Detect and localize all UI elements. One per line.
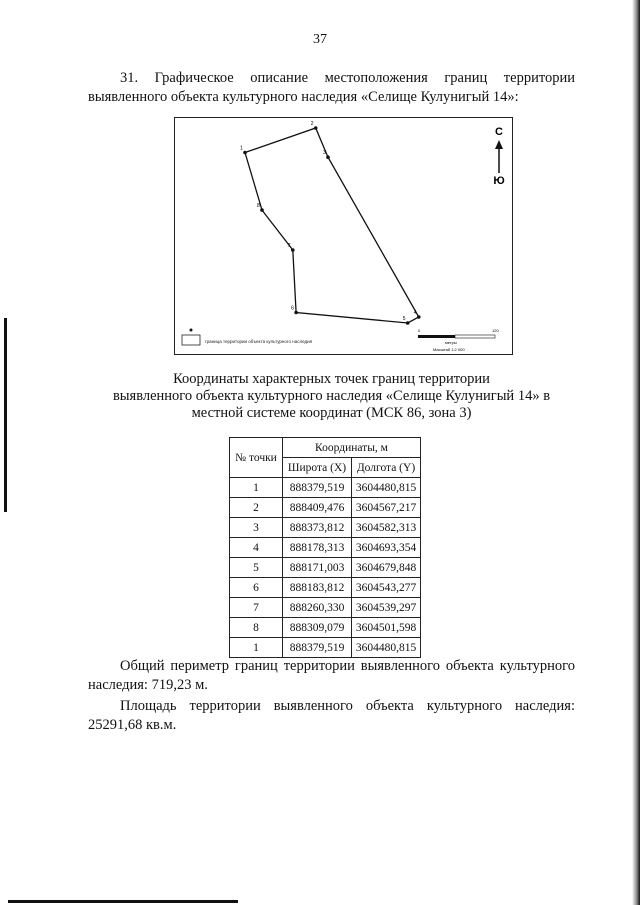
table-row <box>230 518 421 538</box>
north-label: С <box>495 126 503 138</box>
table-row <box>230 538 421 558</box>
map-legend <box>182 329 313 346</box>
legend-swatch <box>182 335 200 345</box>
perimeter-text: Общий периметр границ территории выявленного объекта культурного наследия: 719,23 м. <box>88 658 575 693</box>
header-point-number: № точки <box>230 438 283 478</box>
map-drawing <box>175 118 512 354</box>
boundary-point-label: 6 <box>291 305 294 312</box>
boundary-point <box>326 155 330 159</box>
boundary-point <box>417 315 421 319</box>
cell-latitude: 888183,812 <box>283 578 352 598</box>
table-row <box>230 478 421 498</box>
area-text: Площадь территории выявленного объекта культурного наследия: 25291,68 кв.м. <box>88 698 575 733</box>
cell-longitude: 3604567,217 <box>352 498 421 518</box>
table-row <box>230 558 421 578</box>
scale-seg-light <box>455 335 495 338</box>
scan-edge-left <box>4 318 7 512</box>
header-latitude: Широта (X) <box>283 458 352 478</box>
table-row <box>230 638 421 658</box>
cell-latitude: 888379,519 <box>283 478 352 498</box>
cell-point-number: 1 <box>230 638 283 658</box>
cell-longitude: 3604582,313 <box>352 518 421 538</box>
boundary-point-label: 7 <box>287 243 291 249</box>
cell-point-number: 4 <box>230 538 283 558</box>
cell-longitude: 3604501,598 <box>352 618 421 638</box>
scale-tick-start: 0 <box>418 328 421 333</box>
cell-latitude: 888178,313 <box>283 538 352 558</box>
header-coordinates: Координаты, м <box>283 438 421 458</box>
boundary-point <box>243 151 247 155</box>
boundary-point-label: 5 <box>402 316 406 322</box>
scale-seg-dark <box>418 335 455 338</box>
scan-edge-bottom <box>8 900 238 903</box>
cell-point-number: 2 <box>230 498 283 518</box>
boundary-point <box>294 311 298 315</box>
table-caption <box>88 371 575 422</box>
boundary-map <box>174 117 513 355</box>
caption-line-3: местной системе координат (МСК 86, зона 3) <box>191 405 472 421</box>
boundary-point-label: 3 <box>323 150 326 157</box>
table-row <box>230 578 421 598</box>
boundary-point <box>314 126 318 130</box>
header-longitude: Долгота (Y) <box>352 458 421 478</box>
cell-longitude: 3604543,277 <box>352 578 421 598</box>
north-arrow-head-icon <box>495 140 503 149</box>
cell-longitude: 3604480,815 <box>352 638 421 658</box>
cell-point-number: 6 <box>230 578 283 598</box>
table-row <box>230 618 421 638</box>
table-row <box>230 498 421 518</box>
scale-bar <box>418 328 499 352</box>
cell-longitude: 3604679,848 <box>352 558 421 578</box>
boundary-point <box>291 248 295 252</box>
scale-text: Масштаб 1:2 000 <box>433 347 465 352</box>
caption-line-2: выявленного объекта культурного наследия «Селище Кулунигый 14» в <box>112 388 551 404</box>
table-row <box>230 598 421 618</box>
cell-longitude: 3604539,297 <box>352 598 421 618</box>
cell-point-number: 7 <box>230 598 283 618</box>
caption-line-1: Координаты характерных точек границ территории <box>173 371 490 387</box>
cell-point-number: 5 <box>230 558 283 578</box>
cell-longitude: 3604480,815 <box>352 478 421 498</box>
section-heading: 31. Графическое описание местоположения границ территории выявленного объекта культурного наследия «Селище Кулунигый 14»: <box>88 70 575 105</box>
scale-tick-end: 120 <box>492 328 499 333</box>
table-header-row <box>230 438 421 458</box>
cell-point-number: 1 <box>230 478 283 498</box>
cell-latitude: 888171,003 <box>283 558 352 578</box>
boundary-point-label: 1 <box>240 145 243 152</box>
scan-edge-right <box>632 0 640 905</box>
page-number: 37 <box>313 32 327 47</box>
cell-point-number: 8 <box>230 618 283 638</box>
boundary-point-label: 2 <box>310 121 314 127</box>
legend-text: граница территории объекта культурного наследия <box>205 339 313 344</box>
cell-point-number: 3 <box>230 518 283 538</box>
cell-latitude: 888379,519 <box>283 638 352 658</box>
cell-longitude: 3604693,354 <box>352 538 421 558</box>
boundary-point-label: 8 <box>257 203 260 210</box>
cell-latitude: 888260,330 <box>283 598 352 618</box>
boundary-polygon <box>245 128 419 323</box>
cell-latitude: 888373,812 <box>283 518 352 538</box>
boundary-layer <box>240 121 421 325</box>
boundary-point <box>406 321 410 325</box>
cell-latitude: 888309,079 <box>283 618 352 638</box>
scale-unit: метры <box>445 340 457 345</box>
cell-latitude: 888409,476 <box>283 498 352 518</box>
north-arrow <box>493 126 504 187</box>
boundary-point <box>260 208 264 212</box>
boundary-point-label: 4 <box>413 310 417 316</box>
legend-point-icon <box>190 329 193 332</box>
coordinates-table <box>229 437 421 658</box>
south-label: Ю <box>493 175 505 187</box>
